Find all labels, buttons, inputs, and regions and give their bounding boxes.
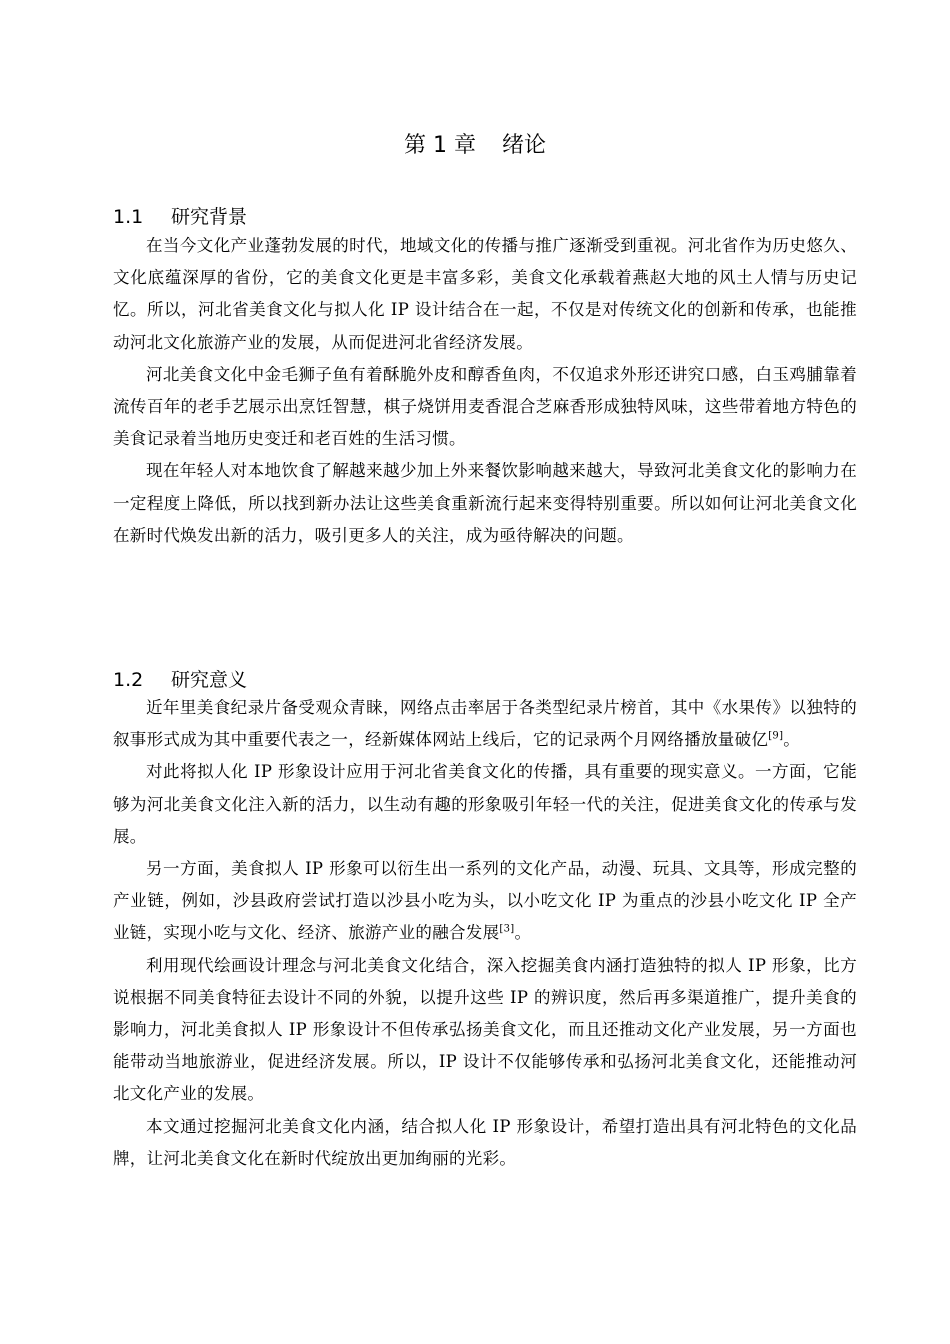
paragraph [113, 756, 857, 853]
paragraph-tail: 。 [783, 730, 801, 750]
paragraph [113, 853, 857, 950]
section-heading-significance [113, 665, 247, 695]
paragraph: 现在年轻人对本地饮食了解越来越少加上外来餐饮影响越来越大，导致河北美食文化的影响力在一定程度上降低，所以找到新办法让这些美食重新流行起来变得特别重要。所以如何让河北美食文化在新时代焕发出新的活力，吸引更多人的关注，成为亟待解决的问题。 [113, 461, 857, 545]
paragraph-tail: 。 [514, 923, 532, 943]
chapter-title [0, 128, 950, 164]
section-title: 研究背景 [171, 205, 248, 228]
section-number: 1.2 [113, 668, 144, 691]
section-number: 1.1 [113, 205, 144, 228]
chapter-number: 第 1 章 [404, 132, 476, 158]
paragraph [113, 950, 857, 1111]
citation-ref[interactable]: [3] [499, 923, 515, 935]
section-body-significance [113, 692, 857, 1175]
paragraph-text: 对此将拟人化 IP 形象设计应用于河北省美食文化的传播，具有重要的现实意义。一方面，它能够为河北美食文化注入新的活力，以生动有趣的形象吸引年轻一代的关注，促进美食文化的传承与发展。 [113, 762, 857, 846]
section-heading-background [113, 202, 247, 232]
paragraph-text: 另一方面，美食拟人 IP 形象可以衍生出一系列的文化产品，动漫、玩具、文具等，形成完整的产业链，例如，沙县政府尝试打造以沙县小吃为头，以小吃文化 IP 为重点的沙县小吃文化 IP 全产业链，实现小吃与文化、经济、旅游产业的融合发展 [113, 859, 857, 943]
section-title: 研究意义 [171, 668, 248, 691]
paragraph: 河北美食文化中金毛狮子鱼有着酥脆外皮和醇香鱼肉，不仅追求外形还讲究口感，白玉鸡脯靠着流传百年的老手艺展示出烹饪智慧，棋子烧饼用麦香混合芝麻香形成独特风味，这些带着地方特色的美食记录着当地历史变迁和老百姓的生活习惯。 [113, 364, 857, 449]
section-body-background [113, 230, 857, 552]
chapter-name: 绪论 [501, 132, 546, 158]
paragraph-text: 近年里美食纪录片备受观众青睐，网络点击率居于各类型纪录片榜首，其中《水果传》以独特的叙事形式成为其中重要代表之一，经新媒体网站上线后，它的记录两个月网络播放量破亿 [113, 698, 857, 750]
paragraph: 在当今文化产业蓬勃发展的时代，地域文化的传播与推广逐渐受到重视。河北省作为历史悠久、文化底蕴深厚的省份，它的美食文化更是丰富多彩，美食文化承载着燕赵大地的风土人情与历史记忆。所以，河北省美食文化与拟人化 IP 设计结合在一起，不仅是对传统文化的创新和传承，也能推动河北文化旅游产业的发展，从而促进河北省经济发展。 [113, 236, 857, 352]
paragraph [113, 1111, 857, 1175]
paragraph-text: 本文通过挖掘河北美食文化内涵，结合拟人化 IP 形象设计，希望打造出具有河北特色的文化品牌，让河北美食文化在新时代绽放出更加绚丽的光彩。 [113, 1116, 857, 1168]
paragraph-text: 利用现代绘画设计理念与河北美食文化结合，深入挖掘美食内涵打造独特的拟人 IP 形象，比方说根据不同美食特征去设计不同的外貌，以提升这些 IP 的辨识度，然后再多渠道推广，提升美食的影响力，河北美食拟人 IP 形象设计不但传承弘扬美食文化，而且还推动文化产业发展，另一方面也能带动当地旅游业，促进经济发展。所以，IP 设计不仅能够传承和弘扬河北美食文化，还能推动河北文化产业的发展。 [113, 955, 857, 1104]
paragraph [113, 692, 857, 756]
citation-ref[interactable]: [9] [768, 730, 784, 742]
